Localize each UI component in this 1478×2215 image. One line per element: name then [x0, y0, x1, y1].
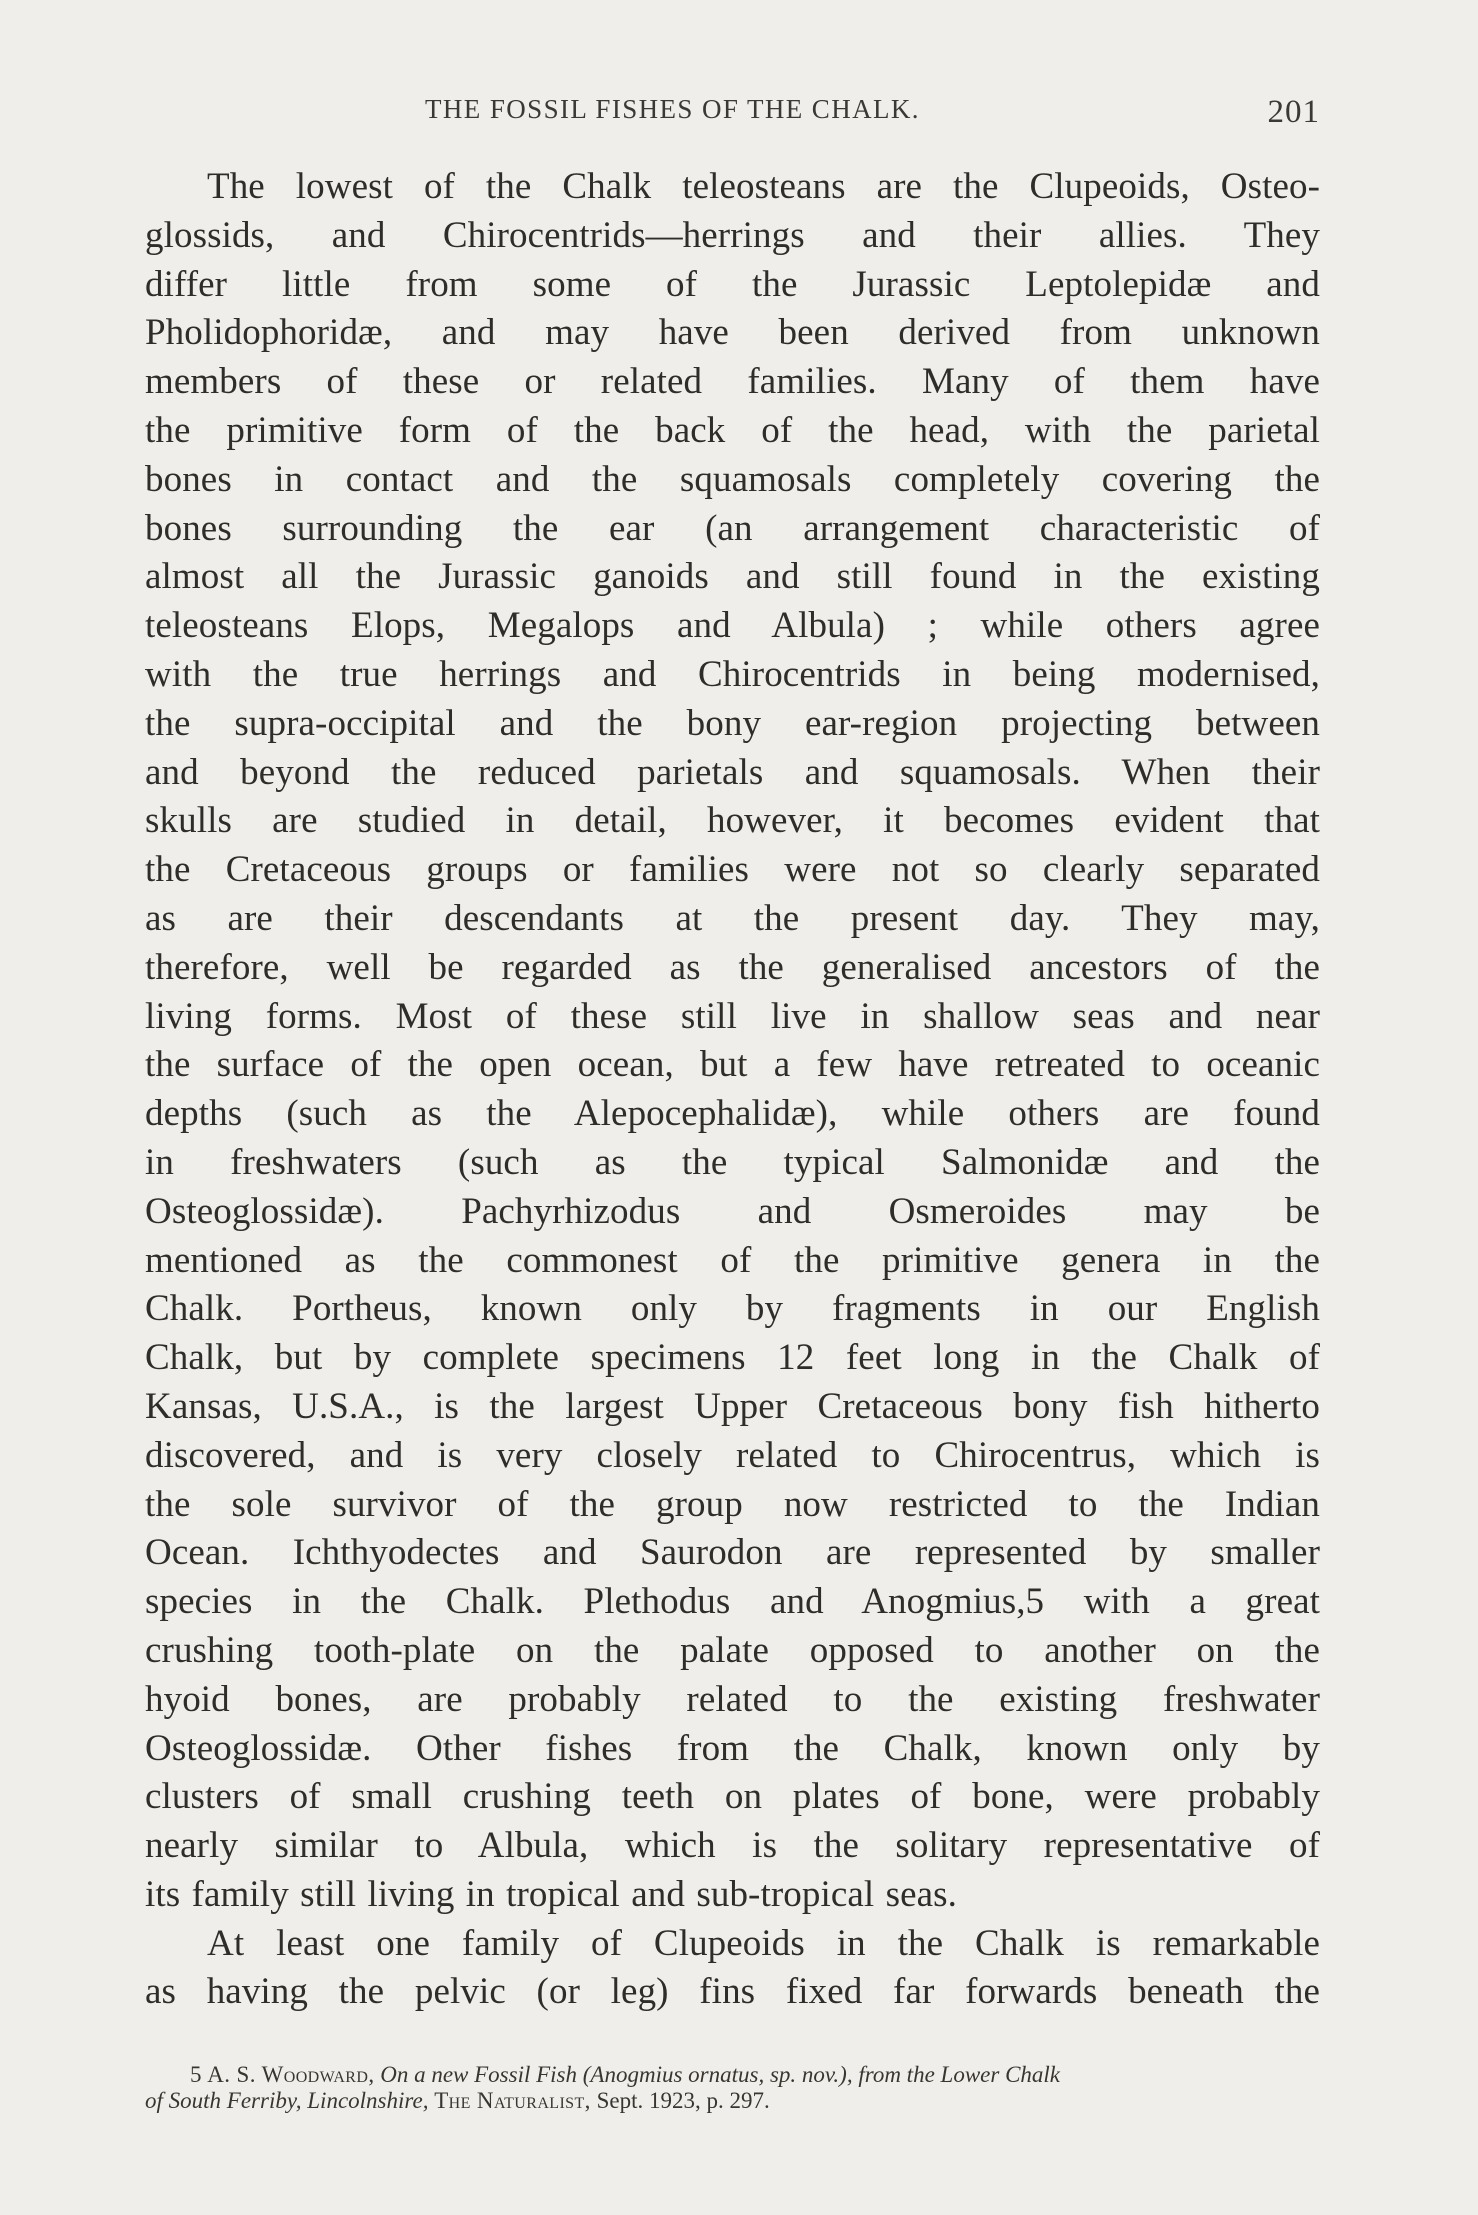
paragraph-1-line-14: skulls are studied in detail, however, it becomes evident that	[145, 800, 1320, 842]
paragraph-1-line-26: Kansas, U.S.A., is the largest Upper Cretaceous bony fish hitherto	[145, 1385, 1320, 1427]
paragraph-1-line-18: living forms. Most of these still live in shallow seas and near	[145, 995, 1320, 1037]
footnote-title-part2: ), from the Lower Chalk	[839, 2062, 1061, 2087]
footnote-species: Anogmius ornatus, sp. nov.	[590, 2062, 840, 2087]
paragraph-1-line-6: the primitive form of the back of the head, with the parietal	[145, 409, 1320, 451]
footnote-date-page: Sept. 1923, p. 297.	[596, 2088, 770, 2113]
paragraph-2-line-1: At least one family of Clupeoids in the Chalk is remarkable	[207, 1922, 1320, 1964]
paragraph-1-line-32: hyoid bones, are probably related to the existing freshwater	[145, 1678, 1320, 1720]
footnote-title-part1: On a new Fossil Fish (	[380, 2062, 591, 2087]
paragraph-1-line-20: depths (such as the Alepocephalidæ), while others are found	[145, 1093, 1320, 1135]
paragraph-1-line-19: the surface of the open ocean, but a few have retreated to oceanic	[145, 1044, 1320, 1086]
paragraph-1-line-8: bones surrounding the ear (an arrangement characteristic of	[145, 507, 1320, 549]
paragraph-1-line-31: crushing tooth-plate on the palate opposed to another on the	[145, 1629, 1320, 1671]
paragraph-1-line-15: the Cretaceous groups or families were not so clearly separated	[145, 849, 1320, 891]
paragraph-1-line-27: discovered, and is very closely related to Chirocentrus, which is	[145, 1434, 1320, 1476]
paragraph-1-line-17: therefore, well be regarded as the generalised ancestors of the	[145, 946, 1320, 988]
footnote-journal: The Naturalist,	[434, 2088, 591, 2113]
paragraph-1-line-23: mentioned as the commonest of the primitive genera in the	[145, 1239, 1320, 1281]
footnote-locality: of South Ferriby, Lincolnshire,	[145, 2088, 429, 2113]
paragraph-1-line-3: differ little from some of the Jurassic Leptolepidæ and	[145, 263, 1320, 305]
footnote	[145, 2062, 1320, 2114]
paragraph-1-line-36: its family still living in tropical and sub-tropical seas.	[145, 1873, 958, 1915]
paragraph-2-line-2: as having the pelvic (or leg) fins fixed far forwards beneath the	[145, 1971, 1320, 2013]
page-number: 201	[1267, 94, 1320, 130]
footnote-marker: 5	[190, 2062, 202, 2087]
paragraph-1-line-22: Osteoglossidæ). Pachyrhizodus and Osmeroides may be	[145, 1190, 1320, 1232]
paragraph-1-line-13: and beyond the reduced parietals and squamosals. When their	[145, 751, 1320, 793]
paragraph-1-line-5: members of these or related families. Many of them have	[145, 361, 1320, 403]
paragraph-1-line-10: teleosteans Elops, Megalops and Albula) ; while others agree	[145, 605, 1320, 647]
paragraph-1-line-1: The lowest of the Chalk teleosteans are the Clupeoids, Osteo-	[207, 166, 1320, 207]
running-head	[145, 94, 1320, 134]
paragraph-1-line-28: the sole survivor of the group now restricted to the Indian	[145, 1483, 1320, 1525]
paragraph-1-line-2: glossids, and Chirocentrids—herrings and their allies. They	[145, 214, 1320, 256]
running-head-title: THE FOSSIL FISHES OF THE CHALK.	[425, 94, 920, 124]
paragraph-1-line-9: almost all the Jurassic ganoids and still found in the existing	[145, 556, 1320, 598]
paragraph-1-line-11: with the true herrings and Chirocentrids in being modernised,	[145, 653, 1320, 695]
paragraph-1-line-30: species in the Chalk. Plethodus and Anogmius,5 with a great	[145, 1581, 1320, 1623]
body-text	[145, 163, 1320, 2017]
paragraph-1-line-25: Chalk, but by complete specimens 12 feet long in the Chalk of	[145, 1337, 1320, 1379]
paragraph-1-line-33: Osteoglossidæ. Other fishes from the Chalk, known only by	[145, 1727, 1320, 1769]
paragraph-1-line-4: Pholidophoridæ, and may have been derived from unknown	[145, 312, 1320, 354]
paragraph-1-line-7: bones in contact and the squamosals completely covering the	[145, 458, 1320, 500]
paragraph-1-line-16: as are their descendants at the present day. They may,	[145, 897, 1320, 939]
paragraph-1-line-21: in freshwaters (such as the typical Salmonidæ and the	[145, 1141, 1320, 1183]
paragraph-1-line-24: Chalk. Portheus, known only by fragments in our English	[145, 1288, 1320, 1330]
paragraph-1-line-12: the supra-occipital and the bony ear-region projecting between	[145, 702, 1320, 744]
paragraph-1-line-35: nearly similar to Albula, which is the solitary representative of	[145, 1825, 1320, 1867]
paragraph-1-line-29: Ocean. Ichthyodectes and Saurodon are represented by smaller	[145, 1532, 1320, 1574]
footnote-author: A. S. Woodward,	[207, 2062, 375, 2087]
paragraph-1-line-34: clusters of small crushing teeth on plates of bone, were probably	[145, 1776, 1320, 1818]
